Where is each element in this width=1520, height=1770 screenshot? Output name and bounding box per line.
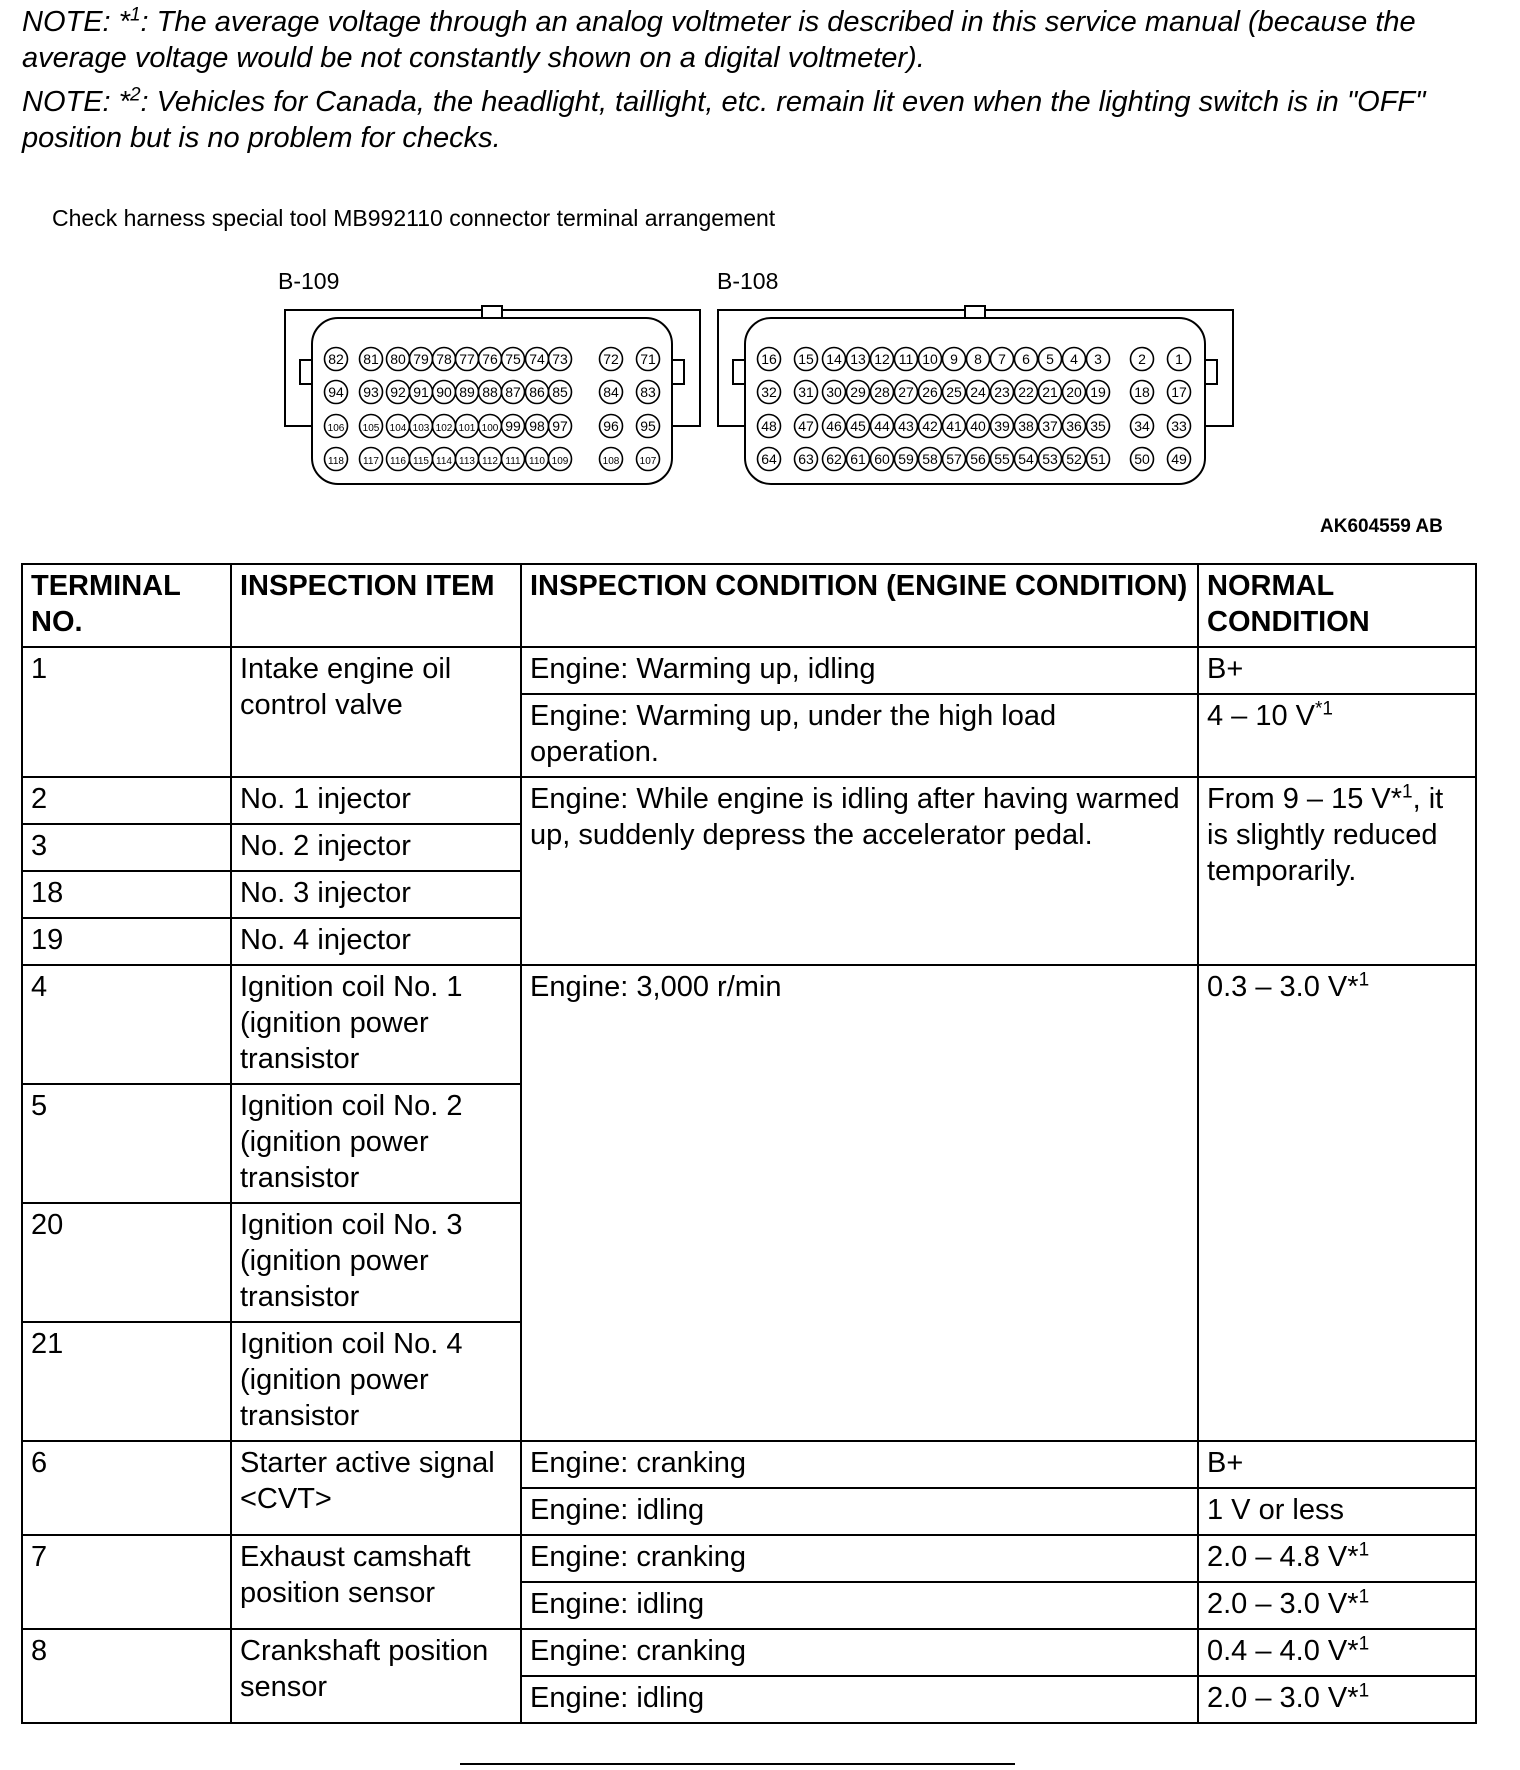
item-cell: Ignition coil No. 3 (ignition power transistor [231,1203,521,1322]
pin-16-label: 16 [761,351,777,367]
pin-117-label: 117 [363,456,379,467]
connector-b109-right-key [672,360,684,384]
pin-49-label: 49 [1171,451,1187,467]
pin-110-label: 110 [529,456,545,467]
notes-section [22,4,1492,164]
pin-51-label: 51 [1090,451,1106,467]
pin-80-label: 80 [390,351,406,367]
pin-6-label: 6 [1022,351,1030,367]
header-normal-condition: NORMAL CONDITION [1198,564,1476,647]
normal-cell: From 9 – 15 V*$^1$, it is slightly reduced temporarily. [1198,777,1476,965]
pin-76-label: 76 [482,351,498,367]
pin-109-label: 109 [551,456,569,467]
pin-72-label: 72 [603,351,619,367]
pin-53-label: 53 [1042,451,1058,467]
pin-91-label: 91 [413,384,429,400]
pin-23-label: 23 [994,384,1010,400]
pin-100-label: 100 [481,423,499,434]
pin-5-label: 5 [1046,351,1054,367]
pin-24-label: 24 [970,384,986,400]
pin-103-label: 103 [412,423,430,434]
pin-45-label: 45 [850,418,866,434]
pin-108-label: 108 [602,456,620,467]
pin-89-label: 89 [459,384,475,400]
pin-83-label: 83 [640,384,656,400]
terminal-cell: 3 [22,824,231,871]
connector-b108-left-key [733,360,745,384]
normal-cell: 2.0 – 3.0 V*$^1$ [1198,1582,1476,1629]
pin-50-label: 50 [1134,451,1150,467]
pin-52-label: 52 [1066,451,1082,467]
item-cell: Intake engine oil control valve [231,647,521,777]
pin-59-label: 59 [898,451,914,467]
item-cell: Ignition coil No. 4 (ignition power transistor [231,1322,521,1441]
pin-61-label: 61 [850,451,866,467]
pin-74-label: 74 [529,351,545,367]
pin-105-label: 105 [362,423,380,434]
pin-88-label: 88 [482,384,498,400]
pin-60-label: 60 [874,451,890,467]
table-row [22,965,1476,1084]
item-cell: No. 3 injector [231,871,521,918]
pin-44-label: 44 [874,418,890,434]
normal-cell: 1 V or less [1198,1488,1476,1535]
normal-cell: 2.0 – 4.8 V*$^1$ [1198,1535,1476,1582]
terminal-cell: 5 [22,1084,231,1203]
pin-20-label: 20 [1066,384,1082,400]
pin-28-label: 28 [874,384,890,400]
pin-94-label: 94 [328,384,344,400]
pin-3-label: 3 [1094,351,1102,367]
pin-4-label: 4 [1070,351,1078,367]
pin-64-label: 64 [761,451,777,467]
header-inspection-item: INSPECTION ITEM [231,564,521,647]
table-row [22,1629,1476,1676]
connector-b109-left-key [300,360,312,384]
pin-78-label: 78 [436,351,452,367]
connector-diagram [0,300,1520,500]
pin-63-label: 63 [798,451,814,467]
pin-11-label: 11 [898,351,914,367]
condition-cell: Engine: idling [521,1582,1198,1629]
pin-56-label: 56 [970,451,986,467]
pin-36-label: 36 [1066,418,1082,434]
note-1-prefix: NOTE: * [22,6,130,38]
connector-b108-label: B-108 [717,268,779,294]
pin-2-label: 2 [1138,351,1146,367]
item-cell: Ignition coil No. 1 (ignition power transistor [231,965,521,1084]
pin-14-label: 14 [826,351,842,367]
pin-22-label: 22 [1018,384,1034,400]
pin-82-label: 82 [328,351,344,367]
note-2-text: : Vehicles for Canada, the headlight, taillight, etc. remain lit even when the lighting switch is in "OFF" position but is no problem for checks. [22,86,1426,154]
pin-9-label: 9 [950,351,958,367]
table-row [22,647,1476,694]
pin-62-label: 62 [826,451,842,467]
pin-79-label: 79 [413,351,429,367]
pin-98-label: 98 [529,418,545,434]
item-cell: No. 4 injector [231,918,521,965]
pin-8-label: 8 [974,351,982,367]
terminal-cell: 1 [22,647,231,777]
item-cell: Exhaust camshaft position sensor [231,1535,521,1629]
pin-13-label: 13 [850,351,866,367]
pin-29-label: 29 [850,384,866,400]
normal-cell: 4 – 10 $V^{*1}$ [1198,694,1476,777]
connector-b108-latch [965,306,985,318]
pin-58-label: 58 [922,451,938,467]
connector-b108-right-key [1205,360,1217,384]
pin-75-label: 75 [505,351,521,367]
pin-38-label: 38 [1018,418,1034,434]
header-inspection-condition: INSPECTION CONDITION (ENGINE CONDITION) [521,564,1198,647]
inspection-table [21,563,1477,1724]
pin-33-label: 33 [1171,418,1187,434]
pin-102-label: 102 [435,423,453,434]
pin-57-label: 57 [946,451,962,467]
pin-99-label: 99 [505,418,521,434]
pin-84-label: 84 [603,384,619,400]
pin-107-label: 107 [639,456,657,467]
pin-39-label: 39 [994,418,1010,434]
item-cell: No. 1 injector [231,777,521,824]
pin-48-label: 48 [761,418,777,434]
pin-26-label: 26 [922,384,938,400]
pin-97-label: 97 [552,418,568,434]
pin-43-label: 43 [898,418,914,434]
table-row [22,777,1476,824]
condition-cell: Engine: idling [521,1488,1198,1535]
terminal-cell: 7 [22,1535,231,1629]
terminal-cell: 20 [22,1203,231,1322]
pin-18-label: 18 [1134,384,1150,400]
normal-cell: 0.3 – 3.0 V*$^1$ [1198,965,1476,1441]
condition-cell: Engine: cranking [521,1629,1198,1676]
figure-caption: Check harness special tool MB992110 connector terminal arrangement [52,205,776,231]
connector-b109-label: B-109 [278,268,340,294]
pin-54-label: 54 [1018,451,1034,467]
pin-106-label: 106 [327,423,345,434]
pin-118-label: 118 [328,456,344,467]
note-2-prefix: NOTE: * [22,86,130,118]
pin-73-label: 73 [552,351,568,367]
note-2 [22,84,1492,156]
normal-cell: B+ [1198,1441,1476,1488]
pin-93-label: 93 [363,384,379,400]
condition-cell: Engine: 3,000 r/min [521,965,1198,1441]
pin-114-label: 114 [436,456,452,467]
pin-35-label: 35 [1090,418,1106,434]
pin-101-label: 101 [458,423,476,434]
table-row [22,1535,1476,1582]
condition-cell: Engine: While engine is idling after having warmed up, suddenly depress the accelerator pedal. [521,777,1198,965]
condition-cell: Engine: idling [521,1676,1198,1723]
pin-87-label: 87 [505,384,521,400]
pin-41-label: 41 [946,418,962,434]
pin-77-label: 77 [459,351,475,367]
pin-1-label: 1 [1175,351,1183,367]
normal-cell: 2.0 – 3.0 V*$^1$ [1198,1676,1476,1723]
bottom-divider [460,1763,1015,1765]
pin-86-label: 86 [529,384,545,400]
connector-b109-latch [482,306,502,318]
pin-7-label: 7 [998,351,1006,367]
pin-47-label: 47 [798,418,814,434]
pin-34-label: 34 [1134,418,1150,434]
pin-55-label: 55 [994,451,1010,467]
condition-cell: Engine: Warming up, idling [521,647,1198,694]
pin-10-label: 10 [922,351,938,367]
pin-95-label: 95 [640,418,656,434]
pin-111-label: 111 [505,456,521,467]
figure-id: AK604559 AB [1320,516,1443,537]
pin-21-label: 21 [1042,384,1058,400]
condition-cell: Engine: cranking [521,1535,1198,1582]
pin-37-label: 37 [1042,418,1058,434]
pin-30-label: 30 [826,384,842,400]
pin-15-label: 15 [798,351,814,367]
pin-116-label: 116 [390,456,406,467]
terminal-cell: 18 [22,871,231,918]
normal-cell: 0.4 – 4.0 V*$^1$ [1198,1629,1476,1676]
pin-71-label: 71 [640,351,656,367]
pin-96-label: 96 [603,418,619,434]
terminal-cell: 21 [22,1322,231,1441]
pin-17-label: 17 [1171,384,1187,400]
pin-25-label: 25 [946,384,962,400]
pin-31-label: 31 [798,384,814,400]
terminal-cell: 4 [22,965,231,1084]
item-cell: No. 2 injector [231,824,521,871]
pin-27-label: 27 [898,384,914,400]
pin-40-label: 40 [970,418,986,434]
pin-113-label: 113 [459,456,475,467]
pin-90-label: 90 [436,384,452,400]
pin-85-label: 85 [552,384,568,400]
pin-42-label: 42 [922,418,938,434]
terminal-cell: 19 [22,918,231,965]
condition-cell: Engine: cranking [521,1441,1198,1488]
normal-cell: B+ [1198,647,1476,694]
item-cell: Ignition coil No. 2 (ignition power transistor [231,1084,521,1203]
pin-92-label: 92 [390,384,406,400]
note-1 [22,4,1492,76]
pin-104-label: 104 [389,423,407,434]
header-terminal-no: TERMINAL NO. [22,564,231,647]
note-1-footnote-mark: 1 [129,4,141,26]
item-cell: Starter active signal <CVT> [231,1441,521,1535]
pin-19-label: 19 [1090,384,1106,400]
pin-112-label: 112 [482,456,498,467]
terminal-cell: 8 [22,1629,231,1723]
pin-46-label: 46 [826,418,842,434]
pin-81-label: 81 [363,351,379,367]
note-2-footnote-mark: 2 [129,84,141,106]
terminal-cell: 6 [22,1441,231,1535]
pin-115-label: 115 [413,456,429,467]
table-header-row [22,564,1476,647]
pin-32-label: 32 [761,384,777,400]
pin-12-label: 12 [874,351,890,367]
condition-cell: Engine: Warming up, under the high load operation. [521,694,1198,777]
table-row [22,1441,1476,1488]
note-1-text: : The average voltage through an analog voltmeter is described in this service manual (because the average voltage would be not constantly shown on a digital voltmeter). [22,6,1416,74]
item-cell: Crankshaft position sensor [231,1629,521,1723]
terminal-cell: 2 [22,777,231,824]
